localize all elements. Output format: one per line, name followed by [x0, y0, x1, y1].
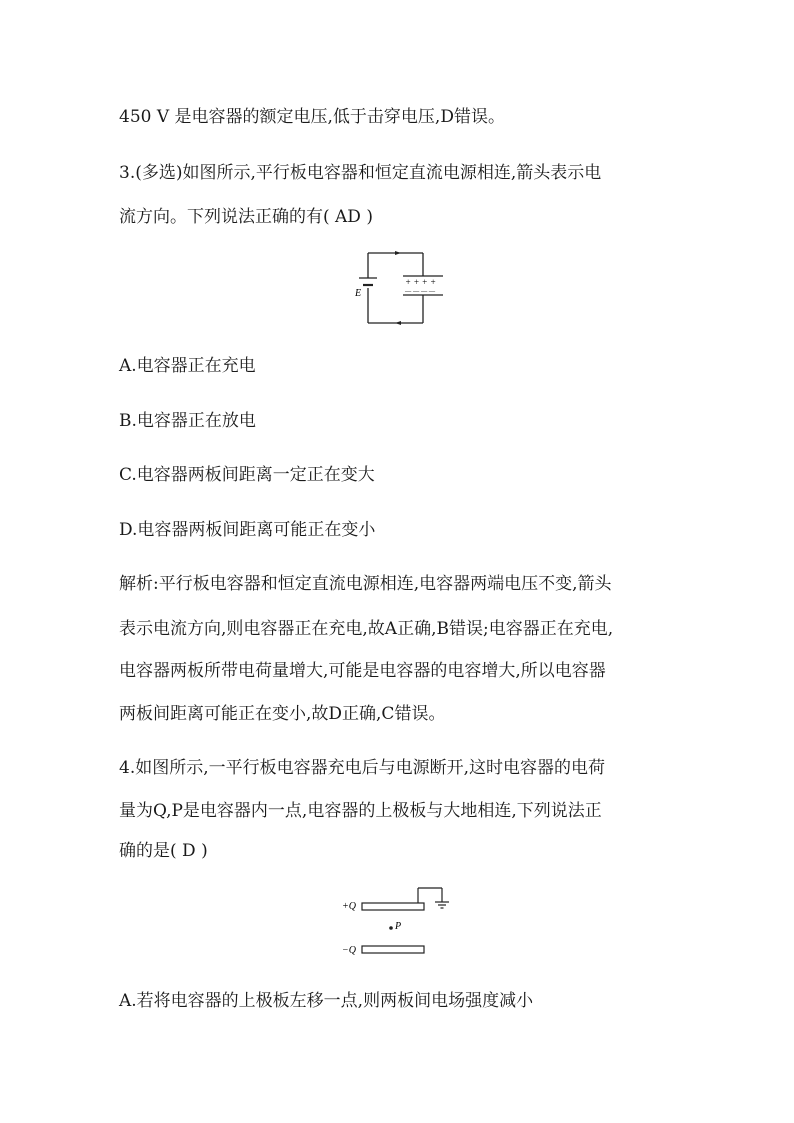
circuit-figure [355, 248, 455, 334]
option-d: D.电容器两板间距离可能正在变小 [119, 520, 376, 540]
capacitor-figure [336, 882, 462, 966]
question-4-stem-cont: 确的是( D ) [119, 841, 208, 861]
emf-label: E [355, 288, 362, 299]
question-4-stem: 4.如图所示,一平行板电容器充电后与电源断开,这时电容器的电荷 [119, 758, 606, 778]
question-4-stem-cont: 量为Q,P是电容器内一点,电容器的上极板与大地相连,下列说法正 [119, 801, 602, 821]
point-p-label: P [395, 921, 402, 932]
explanation-line: 解析:平行板电容器和恒定直流电源相连,电容器两端电压不变,箭头 [119, 574, 612, 594]
option-b: B.电容器正在放电 [119, 411, 256, 431]
option-a: A.若将电容器的上极板左移一点,则两板间电场强度减小 [119, 991, 534, 1011]
positive-charge-label: +Q [342, 901, 356, 912]
explanation-line: 电容器两板所带电荷量增大,可能是电容器的电容增大,所以电容器 [119, 661, 606, 681]
question-3-stem: 3.(多选)如图所示,平行板电容器和恒定直流电源相连,箭头表示电 [119, 163, 602, 183]
explanation-line: 表示电流方向,则电容器正在充电,故A正确,B错误;电容器正在充电, [119, 619, 614, 639]
explanation-line: 两板间距离可能正在变小,故D正确,C错误。 [119, 704, 446, 724]
minus-charges: — — — — [405, 287, 436, 295]
plus-charges: + + + + [405, 277, 437, 287]
option-c: C.电容器两板间距离一定正在变大 [119, 465, 375, 485]
option-a: A.电容器正在充电 [119, 356, 256, 376]
negative-charge-label: −Q [342, 945, 356, 956]
question-3-stem-cont: 流方向。下列说法正确的有( AD ) [119, 207, 373, 227]
text-line: 450 V 是电容器的额定电压,低于击穿电压,D错误。 [119, 107, 505, 127]
